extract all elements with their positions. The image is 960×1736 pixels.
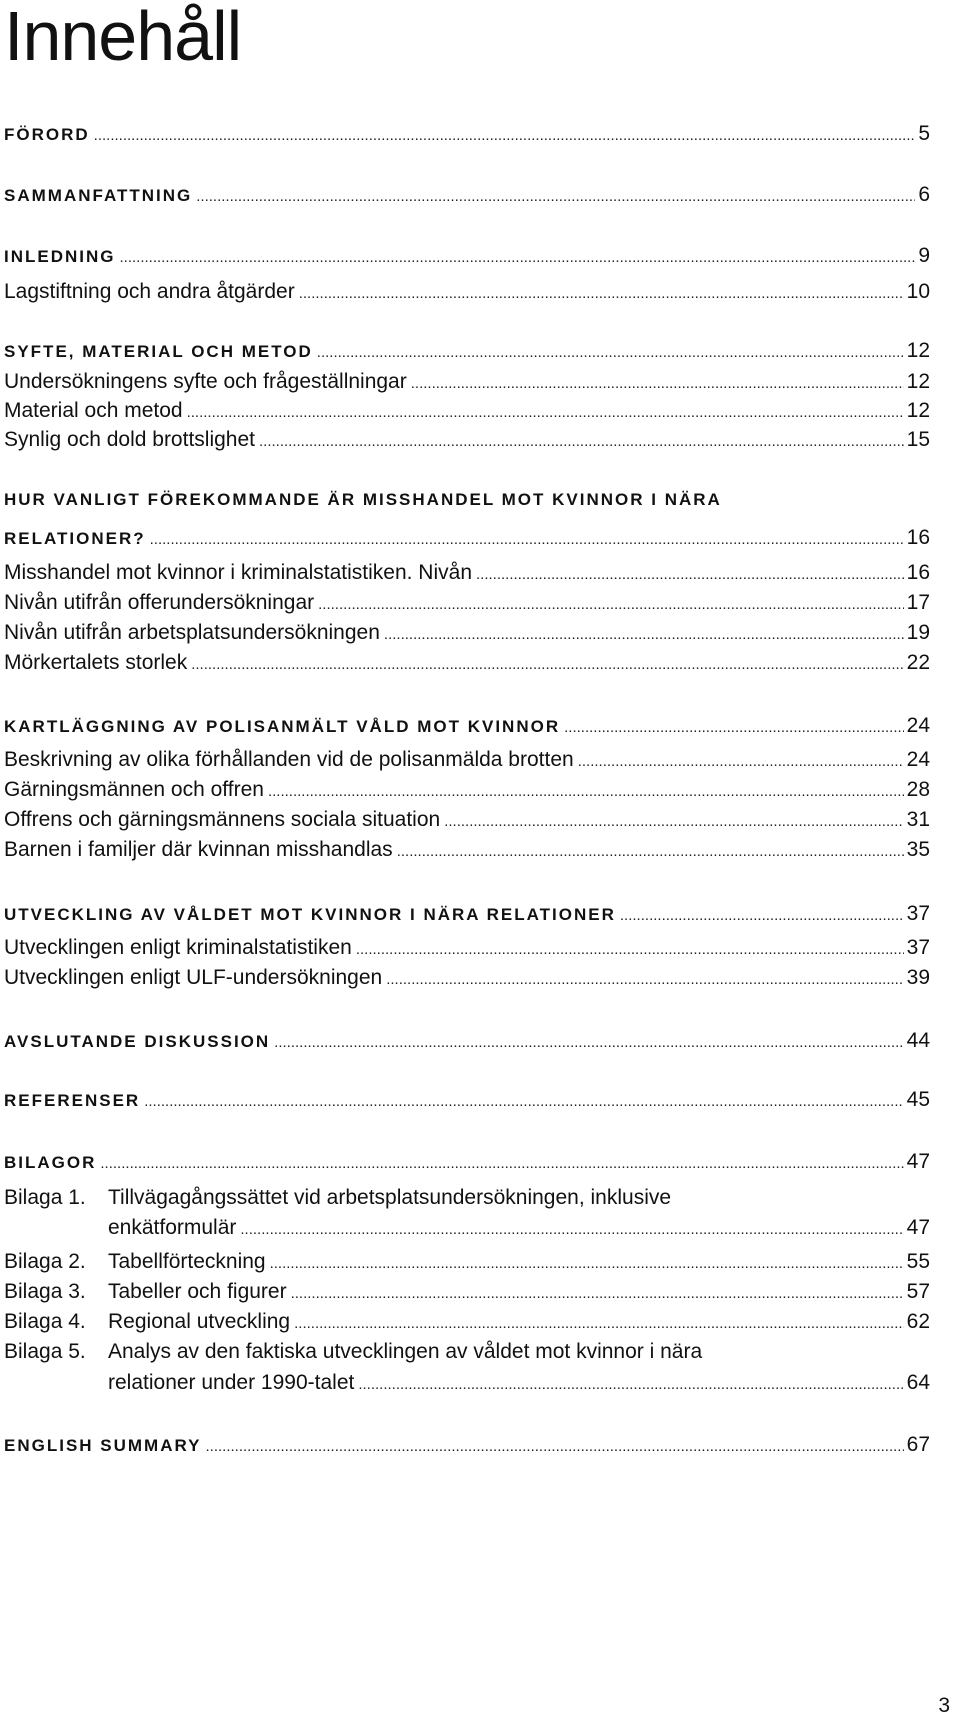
dot-leader — [444, 813, 903, 830]
toc-entry-page: 55 — [906, 1250, 930, 1273]
toc-entry-title: Beskrivning av olika förhållanden vid de polisanmälda brotten — [4, 748, 574, 771]
toc-entry[interactable] — [4, 280, 930, 304]
toc-entry-title: Utvecklingen enligt ULF-undersökningen — [4, 966, 383, 989]
toc-entry-title: Misshandel mot kvinnor i kriminalstatistiken. Nivån — [4, 561, 472, 584]
dot-leader — [299, 285, 904, 302]
toc-entry[interactable] — [4, 399, 930, 423]
toc-entry-title-line1: HUR VANLIGT FÖREKOMMANDE ÄR MISSHANDEL MOT KVINNOR I NÄRA — [4, 490, 722, 509]
dot-leader — [268, 783, 904, 800]
toc-entry-title: Undersökningens syfte och frågeställningar — [4, 370, 407, 393]
toc-entry-page: 9 — [918, 244, 930, 267]
toc-entry-page: 16 — [906, 561, 930, 584]
dot-leader — [187, 404, 904, 421]
toc-entry-page: 57 — [906, 1280, 930, 1303]
toc-entry-title: FÖRORD — [4, 125, 90, 144]
toc-entry-title: Lagstiftning och andra åtgärder — [4, 280, 295, 303]
toc-entry-page: 45 — [906, 1088, 930, 1111]
appendix-title-line1: Tillvägagångssättet vid arbetsplatsundersökningen, inklusive — [108, 1186, 672, 1209]
dot-leader — [384, 626, 904, 643]
toc-entry-title — [4, 1250, 266, 1274]
toc-entry-title: ENGLISH SUMMARY — [4, 1436, 202, 1455]
appendix-title-line1: Analys av den faktiska utvecklingen av våldet mot kvinnor i nära — [108, 1340, 703, 1363]
dot-leader — [358, 1376, 903, 1393]
toc-entry[interactable] — [4, 902, 930, 926]
appendix-prefix: Bilaga 5. — [4, 1340, 86, 1363]
toc-entry[interactable] — [4, 748, 930, 772]
appendix-prefix: Bilaga 1. — [4, 1186, 86, 1209]
toc-entry-page: 47 — [906, 1150, 930, 1173]
toc-entry-page: 12 — [906, 339, 930, 362]
toc-entry-title: Mörkertalets storlek — [4, 651, 188, 674]
toc-entry-page: 64 — [906, 1371, 930, 1394]
toc-entry-page: 28 — [906, 778, 930, 801]
dot-leader — [259, 433, 904, 450]
toc-entry[interactable] — [4, 1088, 930, 1112]
appendix-entry[interactable] — [108, 1216, 930, 1240]
toc-entry-title: BILAGOR — [4, 1153, 97, 1172]
toc-entry-title: KARTLÄGGNING AV POLISANMÄLT VÅLD MOT KVINNOR — [4, 717, 561, 736]
toc-entry[interactable] — [4, 808, 930, 832]
toc-entry-page: 37 — [906, 902, 930, 925]
toc-entry-title — [4, 1280, 287, 1304]
toc-entry-page: 5 — [918, 122, 930, 145]
toc-entry[interactable] — [4, 651, 930, 675]
toc-entry[interactable] — [4, 183, 930, 207]
toc-entry-page: 62 — [906, 1310, 930, 1333]
dot-leader — [150, 531, 904, 548]
dot-leader — [356, 941, 904, 958]
dot-leader — [564, 719, 904, 736]
appendix-entry[interactable] — [4, 1310, 930, 1334]
toc-entry-title: relationer under 1990-talet — [108, 1371, 355, 1394]
toc-entry-title: enkätformulär — [108, 1216, 237, 1239]
toc-entry-title: Nivån utifrån arbetsplatsundersökningen — [4, 621, 380, 644]
toc-entry[interactable] — [4, 591, 930, 615]
appendix-title: Tabeller och figurer — [108, 1280, 287, 1303]
page-number: 3 — [938, 1694, 950, 1717]
dot-leader — [270, 1255, 904, 1272]
dot-leader — [318, 596, 904, 613]
toc-entry[interactable] — [4, 1433, 930, 1457]
dot-leader — [317, 344, 904, 361]
toc-entry-page: 12 — [906, 370, 930, 393]
toc-entry-title: Utvecklingen enligt kriminalstatistiken — [4, 936, 352, 959]
page-title: Innehåll — [4, 0, 242, 75]
dot-leader — [206, 1438, 904, 1455]
appendix-entry[interactable] — [108, 1371, 930, 1395]
toc-entry-page: 47 — [906, 1216, 930, 1239]
toc-entry-title: UTVECKLING AV VÅLDET MOT KVINNOR I NÄRA RELATIONER — [4, 905, 616, 924]
toc-entry-title — [4, 1310, 290, 1334]
dot-leader — [191, 656, 903, 673]
toc-entry-page: 6 — [918, 183, 930, 206]
toc-entry-title: Barnen i familjer där kvinnan misshandlas — [4, 838, 393, 861]
toc-entry-title: Synlig och dold brottslighet — [4, 428, 255, 451]
toc-entry[interactable] — [4, 526, 930, 550]
toc-entry[interactable] — [4, 778, 930, 802]
toc-entry[interactable] — [4, 428, 930, 452]
toc-entry[interactable] — [4, 621, 930, 645]
dot-leader — [411, 375, 904, 392]
toc-entry[interactable] — [4, 244, 930, 268]
toc-entry[interactable] — [4, 1029, 930, 1053]
toc-entry-page: 24 — [906, 748, 930, 771]
toc-entry-page: 22 — [906, 651, 930, 674]
appendix-entry[interactable] — [4, 1280, 930, 1304]
toc-entry-page: 31 — [906, 808, 930, 831]
toc-entry-title: INLEDNING — [4, 247, 116, 266]
toc-entry-page: 37 — [906, 936, 930, 959]
toc-entry[interactable] — [4, 714, 930, 738]
toc-entry-page: 15 — [906, 428, 930, 451]
dot-leader — [386, 971, 903, 988]
dot-leader — [196, 188, 915, 205]
dot-leader — [620, 907, 904, 924]
toc-entry-title: SAMMANFATTNING — [4, 186, 193, 205]
toc-entry[interactable] — [4, 370, 930, 394]
appendix-title: Regional utveckling — [108, 1310, 291, 1333]
appendix-prefix: Bilaga 3. — [4, 1280, 86, 1303]
toc-entry-title: SYFTE, MATERIAL OCH METOD — [4, 342, 313, 361]
dot-leader — [274, 1034, 903, 1051]
dot-leader — [578, 753, 904, 770]
toc-entry-title: REFERENSER — [4, 1091, 141, 1110]
toc-entry[interactable] — [4, 838, 930, 862]
appendix-prefix: Bilaga 4. — [4, 1310, 86, 1333]
dot-leader — [476, 566, 904, 583]
toc-entry-page: 19 — [906, 621, 930, 644]
dot-leader — [94, 127, 916, 144]
toc-entry[interactable] — [4, 936, 930, 960]
dot-leader — [100, 1155, 903, 1172]
toc-entry-page: 35 — [906, 838, 930, 861]
toc-entry-page: 39 — [906, 966, 930, 989]
toc-entry-page: 12 — [906, 399, 930, 422]
dot-leader — [240, 1221, 903, 1238]
toc-entry-title: AVSLUTANDE DISKUSSION — [4, 1032, 271, 1051]
toc-entry[interactable] — [4, 966, 930, 990]
toc-entry[interactable] — [4, 339, 930, 363]
toc-entry[interactable] — [4, 122, 930, 146]
toc-entry[interactable] — [4, 561, 930, 585]
toc-entry-page: 10 — [906, 280, 930, 303]
dot-leader — [291, 1285, 904, 1302]
toc-entry[interactable] — [4, 1150, 930, 1174]
dot-leader — [397, 843, 904, 860]
toc-entry-page: 24 — [906, 714, 930, 737]
dot-leader — [294, 1315, 904, 1332]
dot-leader — [120, 249, 916, 266]
appendix-prefix: Bilaga 2. — [4, 1250, 86, 1273]
toc-entry-page: 17 — [906, 591, 930, 614]
toc-entry-title: Material och metod — [4, 399, 183, 422]
toc-entry-page: 16 — [906, 526, 930, 549]
toc-entry-title: RELATIONER? — [4, 529, 146, 548]
toc-entry-page: 44 — [906, 1029, 930, 1052]
appendix-title: Tabellförteckning — [108, 1250, 266, 1273]
dot-leader — [144, 1093, 903, 1110]
toc-entry-title: Offrens och gärningsmännens sociala situation — [4, 808, 441, 831]
appendix-entry[interactable] — [4, 1250, 930, 1274]
toc-entry-title: Nivån utifrån offerundersökningar — [4, 591, 315, 614]
toc-entry-page: 67 — [906, 1433, 930, 1456]
toc-entry-title: Gärningsmännen och offren — [4, 778, 264, 801]
